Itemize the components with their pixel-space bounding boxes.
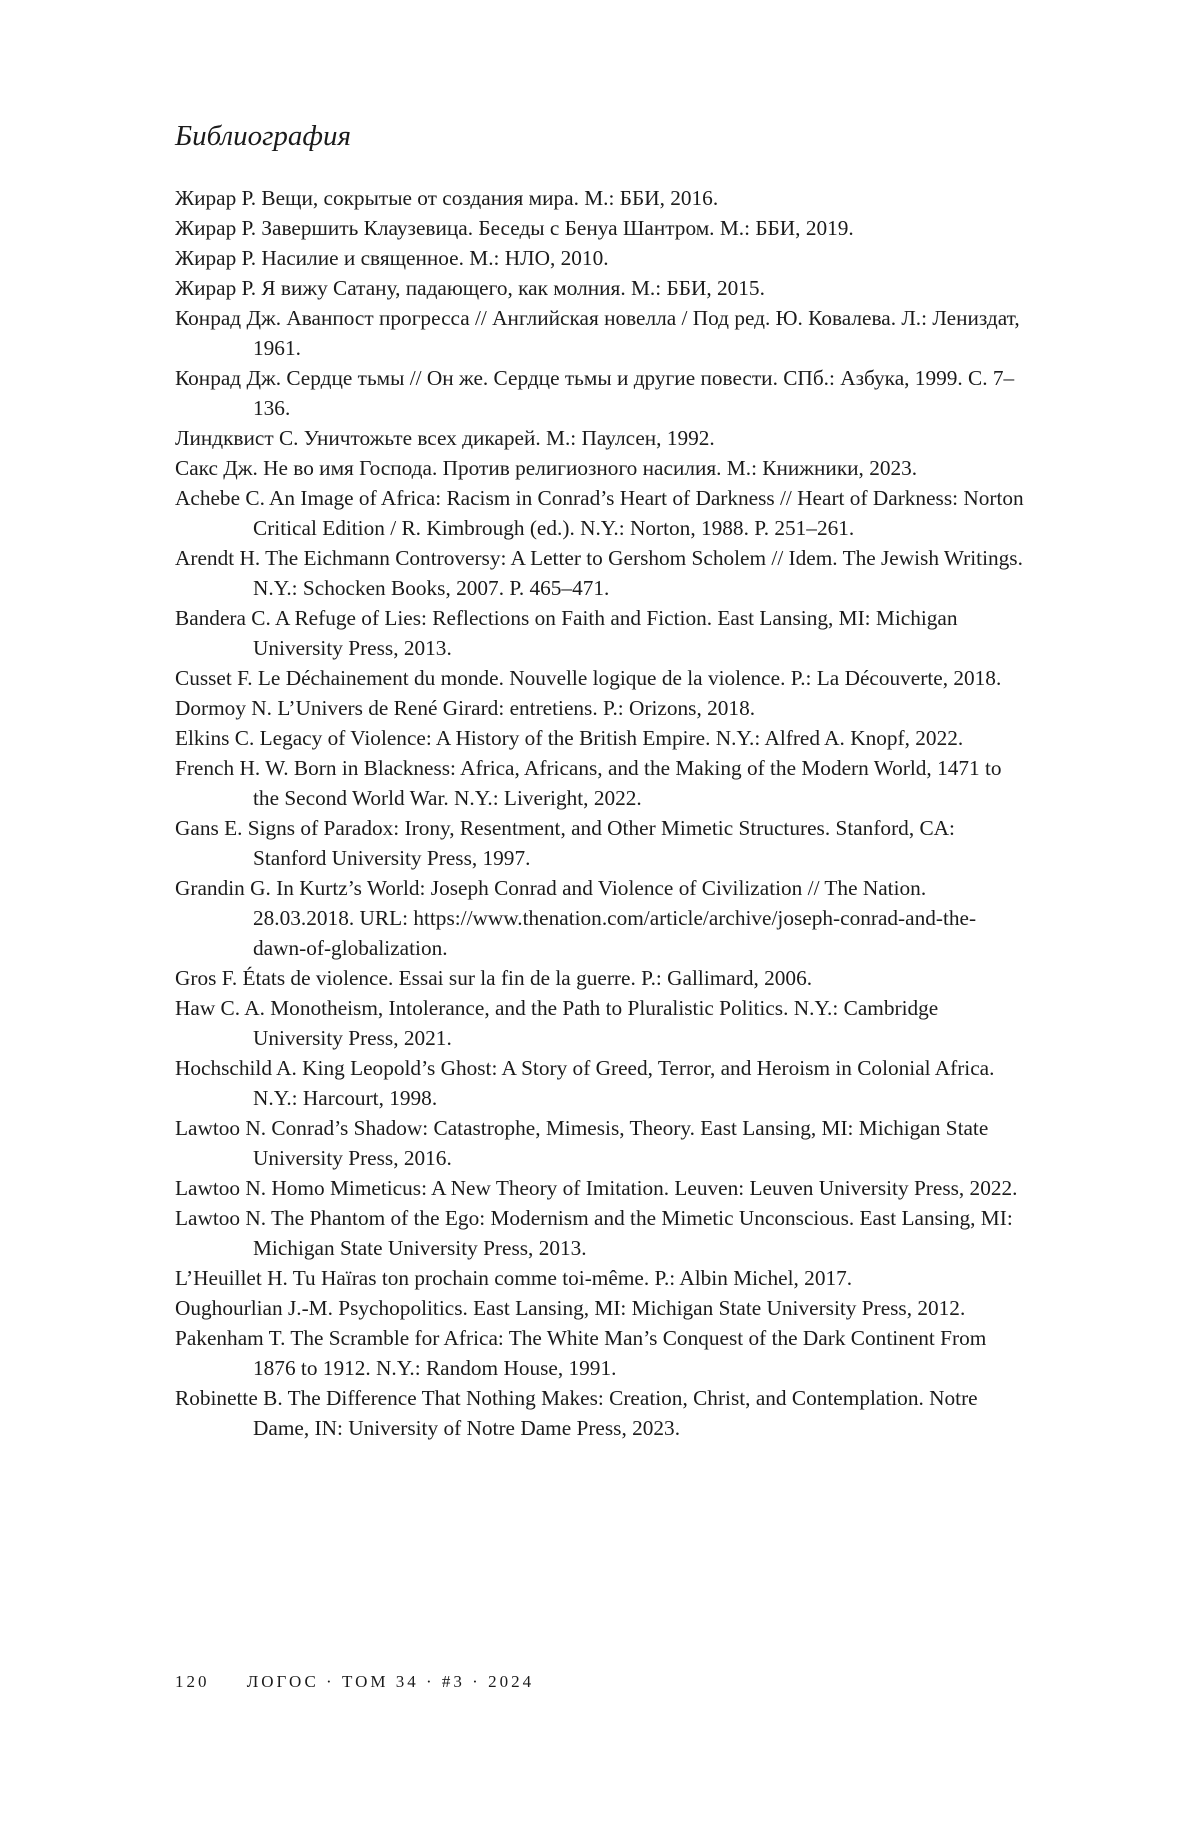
bibliography-list [175,183,1027,1443]
bibliography-entry: Конрад Дж. Аванпост прогресса // Английская новелла / Под ред. Ю. Ковалева. Л.: Лениздат, 1961. [175,306,1020,360]
bibliography-entry: Grandin G. In Kurtz’s World: Joseph Conrad and Violence of Civilization // The Nation. 28.03.2018. URL: https://www.thenation.com/article/archive/joseph-conrad-and-the-dawn-of-globalization. [175,876,977,960]
bibliography-entry: Bandera C. A Refuge of Lies: Reflections on Faith and Fiction. East Lansing, MI: Michigan University Press, 2013. [175,606,958,660]
bibliography-entry: French H. W. Born in Blackness: Africa, Africans, and the Making of the Modern World, 1471 to the Second World War. N.Y.: Liveright, 2022. [175,756,1002,810]
page-footer [175,1670,534,1694]
page-number: 120 [175,1672,210,1691]
bibliography-entry: Hochschild A. King Leopold’s Ghost: A Story of Greed, Terror, and Heroism in Colonial Africa. N.Y.: Harcourt, 1998. [175,1056,995,1110]
bibliography-entry: Жирар Р. Насилие и священное. М.: НЛО, 2010. [175,246,609,270]
bibliography-entry: Конрад Дж. Сердце тьмы // Он же. Сердце тьмы и другие повести. СПб.: Азбука, 1999. С. 7–136. [175,366,1015,420]
bibliography-entry: Arendt H. The Eichmann Controversy: A Letter to Gershom Scholem // Idem. The Jewish Writings. N.Y.: Schocken Books, 2007. P. 465–471. [175,546,1023,600]
bibliography-entry: Oughourlian J.-M. Psychopolitics. East Lansing, MI: Michigan State University Press, 2012. [175,1296,966,1320]
bibliography-entry: Robinette B. The Difference That Nothing Makes: Creation, Christ, and Contemplation. Notre Dame, IN: University of Notre Dame Press, 2023. [175,1386,978,1440]
bibliography-entry: Жирар Р. Завершить Клаузевица. Беседы с Бенуа Шантром. М.: ББИ, 2019. [175,216,854,240]
bibliography-entry: Lawtoo N. The Phantom of the Ego: Modernism and the Mimetic Unconscious. East Lansing, MI: Michigan State University Press, 2013. [175,1206,1013,1260]
bibliography-entry: Lawtoo N. Conrad’s Shadow: Catastrophe, Mimesis, Theory. East Lansing, MI: Michigan State University Press, 2016. [175,1116,989,1170]
bibliography-entry: Achebe C. An Image of Africa: Racism in Conrad’s Heart of Darkness // Heart of Darkness: Norton Critical Edition / R. Kimbrough (ed.). N.Y.: Norton, 1988. P. 251–261. [175,486,1024,540]
bibliography-entry: Жирар Р. Вещи, сокрытые от создания мира. М.: ББИ, 2016. [175,186,719,210]
bibliography-entry: Haw C. A. Monotheism, Intolerance, and the Path to Pluralistic Politics. N.Y.: Cambridge University Press, 2021. [175,996,939,1050]
bibliography-entry: Dormoy N. L’Univers de René Girard: entretiens. P.: Orizons, 2018. [175,696,756,720]
bibliography-entry: Gans E. Signs of Paradox: Irony, Resentment, and Other Mimetic Structures. Stanford, CA: Stanford University Press, 1997. [175,816,955,870]
bibliography-entry: Жирар Р. Я вижу Сатану, падающего, как молния. М.: ББИ, 2015. [175,276,765,300]
running-title: ЛОГОС · ТОМ 34 · #3 · 2024 [246,1672,535,1691]
section-heading: Библиография [175,120,351,152]
bibliography-entry: L’Heuillet H. Tu Haïras ton prochain comme toi-même. P.: Albin Michel, 2017. [175,1266,853,1290]
bibliography-entry: Сакс Дж. Не во имя Господа. Против религиозного насилия. М.: Книжники, 2023. [175,456,918,480]
bibliography-entry: Линдквист С. Уничтожьте всех дикарей. М.: Паулсен, 1992. [175,426,715,450]
bibliography-entry: Pakenham T. The Scramble for Africa: The White Man’s Conquest of the Dark Continent From 1876 to 1912. N.Y.: Random House, 1991. [175,1326,987,1380]
bibliography-entry: Gros F. États de violence. Essai sur la fin de la guerre. P.: Gallimard, 2006. [175,966,813,990]
bibliography-entry: Elkins C. Legacy of Violence: A History of the British Empire. N.Y.: Alfred A. Knopf, 2022. [175,726,964,750]
bibliography-entry: Lawtoo N. Homo Mimeticus: A New Theory of Imitation. Leuven: Leuven University Press, 2022. [175,1176,1018,1200]
bibliography-entry: Cusset F. Le Déchainement du monde. Nouvelle logique de la violence. P.: La Découverte, 2018. [175,666,1002,690]
